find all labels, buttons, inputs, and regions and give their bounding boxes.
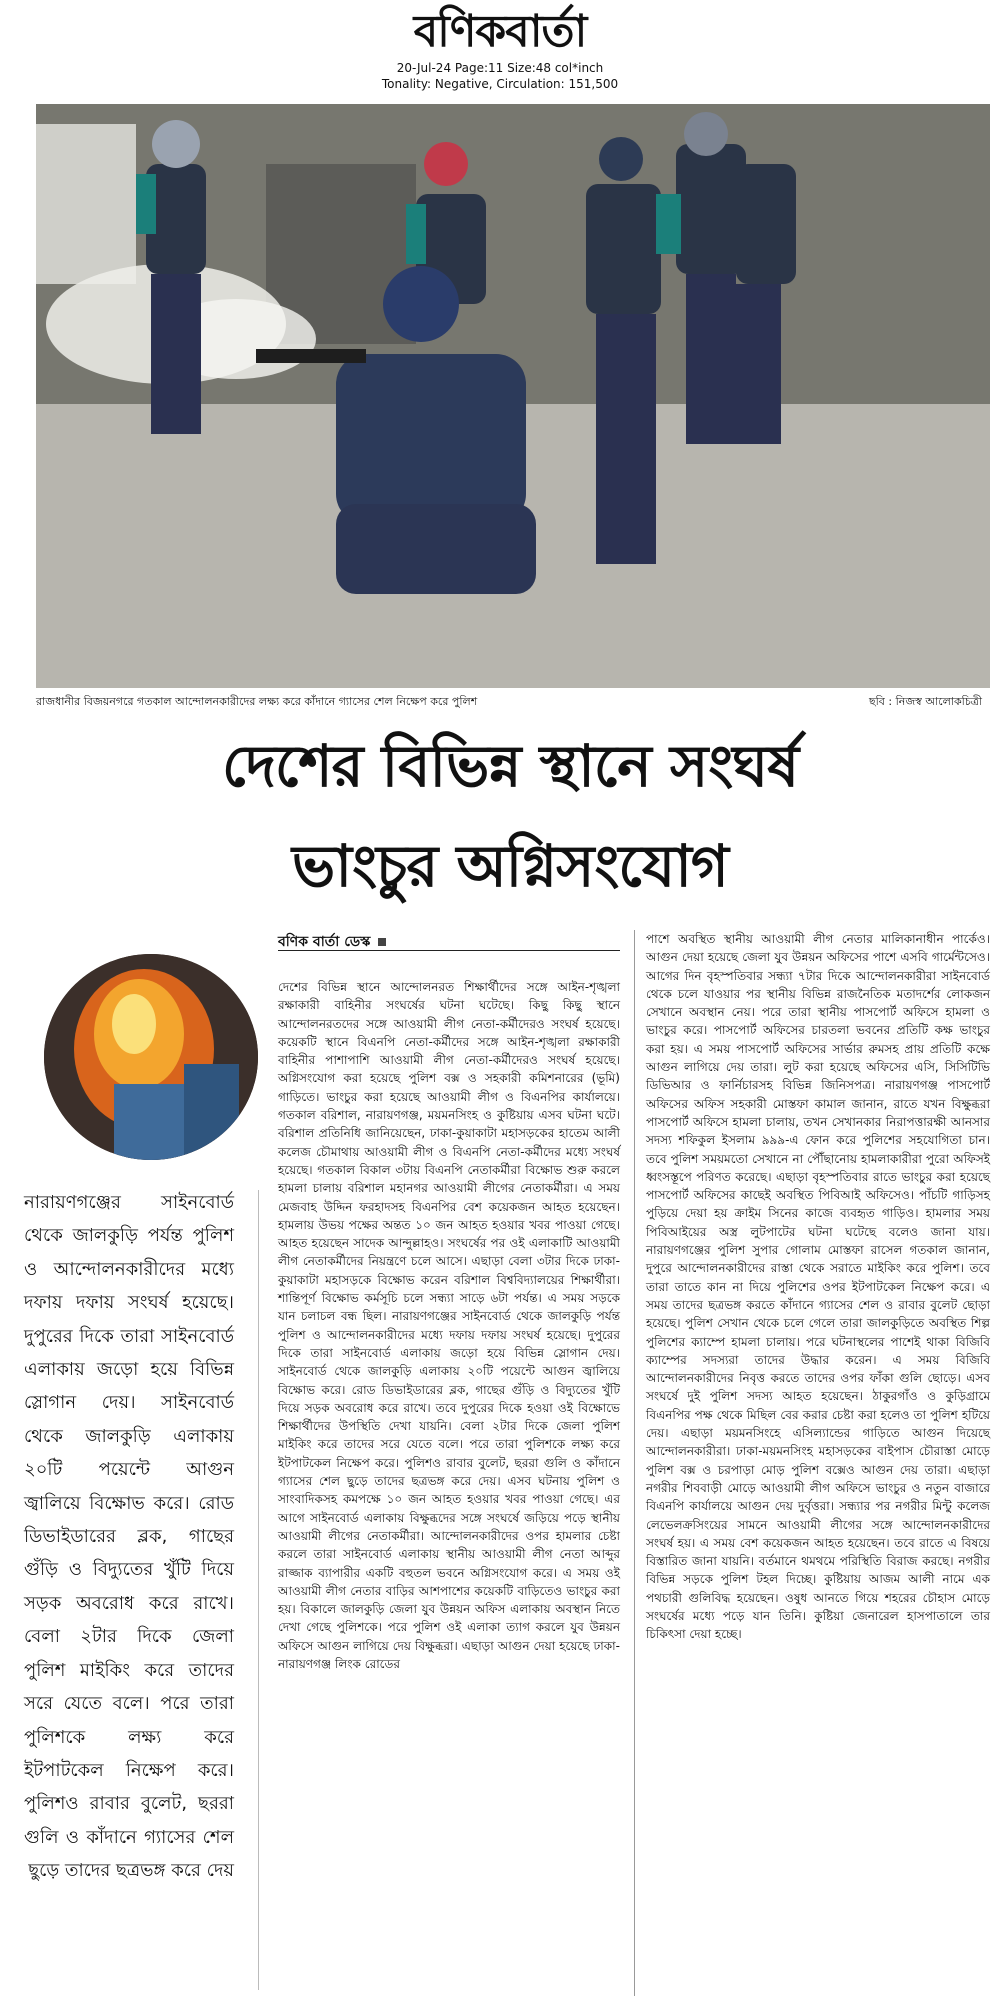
article-column-2: পাশে অবস্থিত স্থানীয় আওয়ামী লীগ নেতার মালিকানাধীন পার্কেও। আগুন দেয়া হয়েছে জেলা যুব উন্নয়ন অফিসের পাশে এসবি গার্মেন্টসেও। আগের দিন বৃহস্পতিবার সন্ধ্যা ৭টার দিকে আন্দোলনকারীরা সাইনবোর্ড থেকে চলে যাওয়ার পর স্থানীয় বিভিন্ন রাজনৈতিক মতাদর্শের লোকজন সেখানে অবস্থান নেয়। পরে তারা স্থানীয় পাসপোর্ট অফিসে হামলা ও ভাংচুর করে। পাসপোর্ট অফিসের চারতলা ভবনের প্রতিটি কক্ষ ভাংচুর করা হয়। এ সময় পাসপোর্ট অফিসের সার্ভার রুমসহ প্রায় প্রতিটি কক্ষে আগুন লাগিয়ে দেয় তারা। লুট করা হয়েছে অফিসের এসি, সিসিটিভি ডিভিআর ও ফার্নিচারসহ বিভিন্ন জিনিসপত্র। নারায়ণগঞ্জ পাসপোর্ট অফিসের অফিস সহকারী মোস্তফা কামাল জানান, রাতে যখন বিক্ষুব্ধরা পাসপোর্ট অফিসে হামলা চালায়, তখন সেখানকার নিরাপত্তারক্ষী আনসার সদস্য শফিকুল ইসলাম ৯৯৯-এ ফোন করে পুলিশের সহযোগিতা চান। তবে পুলিশ সময়মতো সেখানে না পৌঁছানোয় হামলাকারীরা পুরো অফিসই ধ্বংসস্তূপে পরিণত করেছে। এছাড়া বৃহস্পতিবার রাতে ভাংচুর করা হয়েছে পাসপোর্ট অফিসের কাছেই অবস্থিত পিবিআই অফিসেও। পাঁচটি গাড়িসহ পুড়িয়ে দেয়া হয় ক্রাইম সিনের কাজে ব্যবহৃত গাড়িও। হামলার সময় পিবিআইয়ের অস্ত্র লুটপাটের ঘটনা ঘটেছে বলেও জানা যায়। নারায়ণগঞ্জের পুলিশ সুপার গোলাম মোস্তফা রাসেল গতকাল জানান, দুপুরে আন্দোলনকারীদের রাস্তা থেকে সরাতে মাইকিং করে পুলিশ। তবে তারা তাতে কান না দিয়ে পুলিশের ওপর ইটপাটকেল নিক্ষেপ করে। এ সময় তাদের ছত্রভঙ্গ করতে কাঁদানে গ্যাসের শেল ও রাবার বুলেট ছোড়া হয়েছে। পুলিশ সেখান থেকে চলে গেলে তারা জালকুড়িতে অবস্থিত শিল্প পুলিশের ক্যাম্পে হামলা চালায়। পরে ঘটনাস্থলের পাশেই থাকা বিজিবি ক্যাম্পের সদস্যরা তাদের উদ্ধার করেন। এ সময় বিজিবি আন্দোলনকারীদের নিবৃত্ত করতে তাদের ওপর ফাঁকা গুলি ছোড়ে। এসব সংঘর্ষে দুই পুলিশ সদস্য আহত হয়েছেন। ঠাকুরগাঁও ও কুড়িগ্রামে বিএনপির পক্ষ থেকে মিছিল বের করার চেষ্টা করা হলেও তা পুলিশ হটিয়ে দেয়। এছাড়া ময়মনসিংহে এসিল্যান্ডের গাড়িতে আগুন দিয়েছে আন্দোলনকারীরা। ঢাকা-ময়মনসিংহ মহাসড়কের বাইপাস চৌরাস্তা মোড়ে পুলিশ বক্স ও চরপাড়া মোড় পুলিশ বক্সেও আগুন দেয় তারা। এছাড়া নগরীর শিববাড়ী মোড়ে আওয়ামী লীগ অফিসে ভাংচুর ও নতুন বাজারে বিএনপি কার্যালয়ে আগুন দেয় দুর্বৃত্তরা। সন্ধ্যার পর নগরীর মিন্টু কলেজ লেভেলক্রসিংয়ের সামনে আওয়ামী লীগের সঙ্গে আন্দোলনকারীদের সংঘর্ষ হয়। এ সময় বেশ কয়েকজন আহত হয়েছেন। তবে রাতে এ বিষয়ে বিস্তারিত জানা যায়নি। বর্তমানে থমথমে পরিস্থিতি বিরাজ করছে। নগরীর বিভিন্ন সড়কে পুলিশ টহল দিচ্ছে। কুষ্টিয়ায় আজম আলী নামে এক পথচারী গুলিবিদ্ধ হয়েছেন। ওষুধ আনতে গিয়ে শহরের চৌহাস মোড়ে সংঘর্ষের মধ্যে পড়ে যান তিনি। কুষ্টিয়া জেনারেল হাসপাতালে তার চিকিৎসা দেয়া হচ্ছে।: [646, 932, 990, 1642]
byline-rule: [278, 950, 620, 951]
masthead: [0, 0, 1000, 100]
byline-text: বণিক বার্তা ডেস্ক: [278, 934, 371, 950]
column-divider: [634, 930, 635, 1996]
clipping-meta-line1: 20-Jul-24 Page:11 Size:48 col*inch: [396, 61, 604, 75]
photo-credit: ছবি : নিজস্ব আলোকচিত্রী: [868, 695, 982, 708]
headline-line1: দেশের বিভিন্ন স্থানে সংঘর্ষ: [221, 732, 799, 800]
summary-pullout: নারায়ণগঞ্জের সাইনবোর্ড থেকে জালকুড়ি পর্যন্ত পুলিশ ও আন্দোলনকারীদের মধ্যে দফায় দফায় সংঘর্ষ হয়েছে। দুপুরের দিকে তারা সাইনবোর্ড এলাকায় জড়ো হয়ে বিভিন্ন স্লোগান দেয়। সাইনবোর্ড থেকে জালকুড়ি এলাকায় ২০টি পয়েন্টে আগুন জ্বালিয়ে বিক্ষোভ করে। রোড ডিভাইডারের ব্লক, গাছের গুঁড়ি ও বিদ্যুতের খুঁটি দিয়ে সড়ক অবরোধ করে রাখে। বেলা ২টার দিকে জেলা পুলিশ মাইকিং করে তাদের সরে যেতে বলে। পরে তারা পুলিশকে লক্ষ্য করে ইটপাটকেল নিক্ষেপ করে। পুলিশও রাবার বুলেট, ছররা গুলি ও কাঁদানে গ্যাসের শেল ছুড়ে তাদের ছত্রভঙ্গ করে দেয়: [24, 1192, 234, 1882]
summary-divider: [258, 1190, 259, 1990]
article-column-1: দেশের বিভিন্ন স্থানে আন্দোলনরত শিক্ষার্থীদের সঙ্গে আইন-শৃঙ্খলা রক্ষাকারী বাহিনীর সংঘর্ষের ঘটনা ঘটেছে। কিছু কিছু স্থানে আন্দোলনরতদের সঙ্গে আওয়ামী লীগ নেতা-কর্মীদেরও সংঘর্ষ হয়েছে। কয়েকটি স্থানে বিএনপি নেতা-কর্মীদের সঙ্গে আইন-শৃঙ্খলা রক্ষাকারী বাহিনীর পাশাপাশি আওয়ামী লীগ নেতা-কর্মীদেরও সংঘর্ষ হয়েছে। অগ্নিসংযোগ করা হয়েছে পুলিশ বক্স ও সহকারী কমিশনারের (ভূমি) গাড়িতে। ভাংচুর করা হয়েছে আওয়ামী লীগ ও বিএনপির কার্যালয়ে। গতকাল বরিশাল, নারায়ণগঞ্জ, ময়মনসিংহ ও কুষ্টিয়ায় এসব ঘটনা ঘটে। বরিশাল প্রতিনিধি জানিয়েছেন, ঢাকা-কুয়াকাটা মহাসড়কের হাতেম আলী কলেজ চৌমাথায় আওয়ামী লীগ ও বিএনপি নেতা-কর্মীদের মধ্যে সংঘর্ষ হয়েছে। গতকাল বিকাল ৩টায় বিএনপি নেতাকর্মীরা বিক্ষোভ শুরু করলে হামলা চালায় বরিশাল মহানগর আওয়ামী লীগের নেতাকর্মীরা। এ সময় মেজবাহ উদ্দিন ফরহাদসহ বিএনপির বেশ কয়েকজন আহত হয়েছেন। হামলায় উভয় পক্ষের অন্তত ১০ জন আহত হওয়ার খবর পাওয়া গেছে। আহত হয়েছেন সাদেক আন্দুল্লাহও। সংঘর্ষের পর ওই এলাকাটি আওয়ামী লীগ নেতাকর্মীদের নিয়ন্ত্রণে চলে আসে। এছাড়া বেলা ৩টার দিকে ঢাকা-কুয়াকাটা মহাসড়কে বিক্ষোভ করেন বরিশাল বিশ্ববিদ্যালয়ের শিক্ষার্থীরা। শান্তিপূর্ণ বিক্ষোভ কর্মসূচি চলে সন্ধ্যা সাড়ে ৬টা পর্যন্ত। এ সময় সড়কে যান চলাচল বন্ধ ছিল। নারায়ণগঞ্জের সাইনবোর্ড থেকে জালকুড়ি পর্যন্ত পুলিশ ও আন্দোলনকারীদের মধ্যে দফায় দফায় সংঘর্ষ হয়েছে। দুপুরের দিকে তারা সাইনবোর্ড এলাকায় জড়ো হয়ে বিভিন্ন স্লোগান দেয়। সাইনবোর্ড থেকে জালকুড়ি এলাকায় ২০টি পয়েন্টে আগুন জ্বালিয়ে বিক্ষোভ করে। রোড ডিভাইডারের ব্লক, গাছের গুঁড়ি ও বিদ্যুতের খুঁটি দিয়ে সড়ক অবরোধ করে রাখে। তবে দুপুরের দিকে হওয়া ওই বিক্ষোভে শিক্ষার্থীদের উপস্থিতি দেখা যায়নি। বেলা ২টার দিকে জেলা পুলিশ মাইকিং করে তাদের সরে যেতে বলে। পরে তারা পুলিশকে লক্ষ্য করে ইটপাটকেল নিক্ষেপ করে। পুলিশও রাবার বুলেট, ছররা গুলি ও কাঁদানে গ্যাসের শেল ছুড়ে তাদের ছত্রভঙ্গ করে দেয়। এসব ঘটনায় পুলিশ ও সাংবাদিকসহ কমপক্ষে ১০ জন আহত হওয়ার খবর পাওয়া গেছে। এর আগে সাইনবোর্ড এলাকায় বিক্ষুব্ধদের সঙ্গে সংঘর্ষে জড়িয়ে পড়ে স্থানীয় আওয়ামী লীগের নেতাকর্মীরা। আন্দোলনকারীদের ওপর হামলার চেষ্টা করলে তারা সাইনবোর্ড এলাকায় স্থানীয় আওয়ামী লীগ নেতা আব্দুর রাজ্জাক ব্যাপারীর একটি বহুতল ভবনে অগ্নিসংযোগ করে। এ সময় ওই আওয়ামী লীগ নেতার বাড়ির আশপাশের কয়েকটি বাড়িতেও ভাংচুর করা হয়। বিকালে জালকুড়ি জেলা যুব উন্নয়ন অফিস এলাকায় অবস্থান নিতে দেখা গেছে পুলিশকে। পরে পুলিশ ওই এলাকা ত্যাগ করলে যুব উন্নয়ন অফিসে আগুন লাগিয়ে দেয় বিক্ষুব্ধরা। এছাড়া আগুন দেয়া হয়েছে ঢাকা-নারায়ণগঞ্জ লিংক রোডের: [278, 980, 620, 1671]
police-tear-gas-photo: [36, 104, 990, 688]
newspaper-logo: বণিকবার্তা: [413, 6, 587, 57]
fire-photo: [44, 954, 258, 1160]
photo-caption: রাজধানীর বিজয়নগরে গতকাল আন্দোলনকারীদের লক্ষ্য করে কাঁদানে গ্যাসের শেল নিক্ষেপ করে পুলিশ: [36, 695, 478, 708]
clipping-meta-line2: Tonality: Negative, Circulation: 151,500: [381, 77, 619, 91]
inset-fire-photo: [44, 954, 258, 1160]
lead-photo: [36, 104, 990, 688]
headline-line2: ভাংচুর অগ্নিসংযোগ: [292, 832, 728, 900]
square-icon: [378, 938, 386, 946]
